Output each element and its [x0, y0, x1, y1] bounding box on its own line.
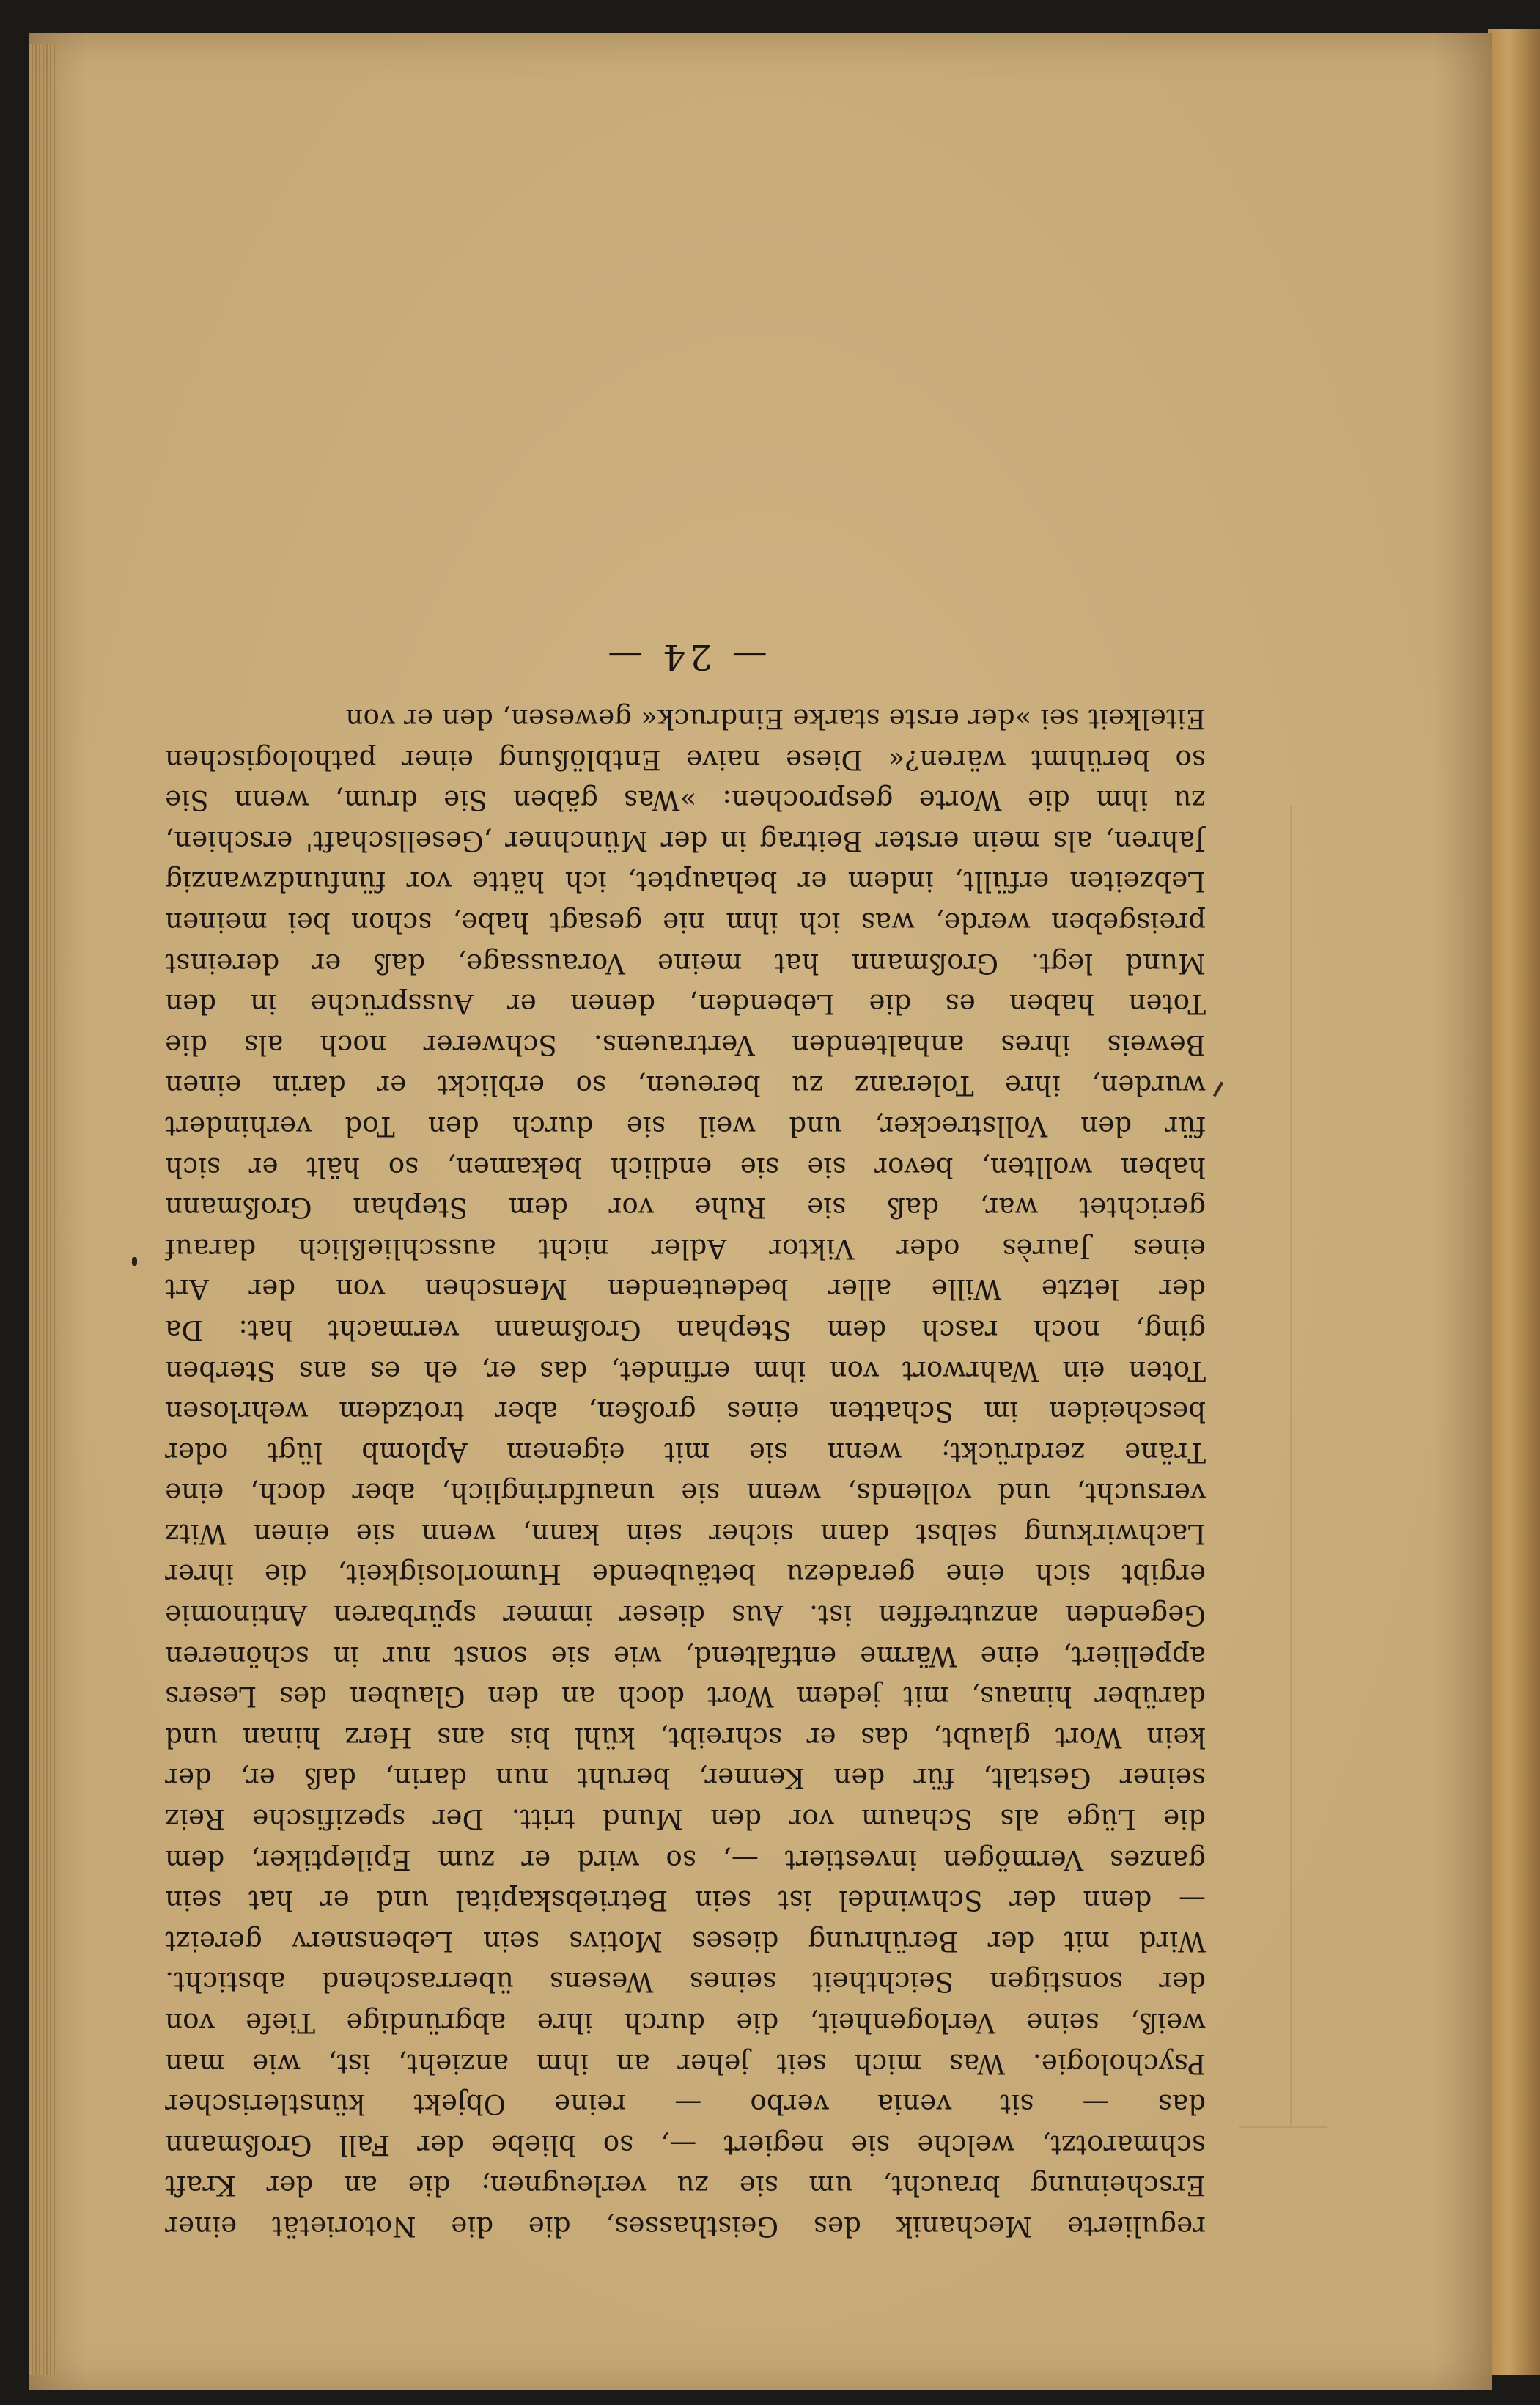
- text-line: Lachwirkung selbst dann sicher sein kann, wenn sie einen Witz: [165, 1517, 1206, 1550]
- text-line: gerichtet war, daß sie Ruhe vor dem Stephan Großmann: [165, 1192, 1206, 1224]
- text-line: so berühmt wären?« Diese naive Entblößung einer pathologischen: [165, 743, 1206, 776]
- book-edge: [1488, 29, 1540, 2375]
- text-line: ging, noch rasch dem Stephan Großmann vermacht hat: Da: [165, 1314, 1206, 1346]
- text-line: versucht, und vollends, wenn sie unaufdringlich, aber doch, eine: [165, 1477, 1206, 1509]
- text-line: haben wollten, bevor sie sie endlich bekamen, so hält er sich: [165, 1151, 1206, 1183]
- text-line: kein Wort glaubt, das er schreibt, kühl bis ans Herz hinan und: [165, 1721, 1206, 1753]
- text-line: für den Vollstrecker, und weil sie durch den Tod verhindert: [165, 1110, 1206, 1142]
- show-through-mark: [1290, 806, 1322, 2126]
- text-line: Jahren, als mein erster Beitrag in der Münchner ‚Gesellschaft' erschien,: [165, 825, 1206, 857]
- text-line: wurden, ihre Toleranz zu bereuen, so erblickt er darin einen: [165, 1069, 1206, 1102]
- text-line: — denn der Schwindel ist sein Betriebskapital und er hat sein: [165, 1885, 1206, 1917]
- text-line: die Lüge als Schaum vor den Mund tritt. Der spezifische Reiz: [165, 1803, 1206, 1835]
- body-text-block: [165, 407, 1206, 2247]
- text-line: ganzes Vermögen investiert —, so wird er zum Epileptiker, dem: [165, 1844, 1206, 1876]
- text-line: seiner Gestalt, für den Kenner, beruht nun darin, daß er, der: [165, 1762, 1206, 1794]
- text-line: Toten ein Wahrwort von ihm erfindet, das er, eh es ans Sterben: [165, 1355, 1206, 1387]
- text-line: zu ihm die Worte gesprochen: »Was gäben Sie drum, wenn Sie: [165, 784, 1206, 817]
- text-line: der sonstigen Seichtheit seines Wesens überraschend absticht.: [165, 1966, 1206, 1998]
- page-number: — 24 —: [603, 636, 767, 678]
- text-line: weiß, seine Verlogenheit, die durch ihre abgründige Tiefe von: [165, 2007, 1206, 2039]
- text-line: Eitelkeit sei »der erste starke Eindruck« gewesen, den er von: [345, 703, 1206, 735]
- text-line: Gegenden anzutreffen ist. Aus dieser immer spürbaren Antinomie: [165, 1599, 1206, 1632]
- ink-speck: [132, 1257, 137, 1266]
- text-line: bescheiden im Schatten eines großen, aber trotzdem wehrlosen: [165, 1396, 1206, 1428]
- text-line: Beweis ihres anhaltenden Vertrauens. Schwerer noch als die: [165, 1028, 1206, 1061]
- text-line: schmarotzt, welche sie negiert —, so bliebe der Fall Großmann: [165, 2129, 1206, 2161]
- text-line: preisgeben werde, was ich ihm nie gesagt habe, schon bei meinen: [165, 907, 1206, 938]
- show-through-mark: [1239, 2126, 1327, 2143]
- text-line: Träne zerdrückt; wenn sie mit eigenem Aplomb lügt oder: [165, 1436, 1206, 1468]
- text-line: Mund legt. Großmann hat meine Voraussage, daß er dereinst: [165, 947, 1206, 979]
- text-line: Wird mit der Berührung dieses Motivs sein Lebensnerv gereizt: [165, 1925, 1206, 1957]
- text-line: darüber hinaus, mit jedem Wort doch an den Glauben des Lesers: [165, 1681, 1206, 1713]
- text-line: Erscheinung braucht, um sie zu verleugnen; die an der Kraft: [165, 2170, 1206, 2202]
- text-line: regulierte Mechanik des Geisthasses, die die Notorietät einer: [165, 2211, 1206, 2242]
- text-line: der letzte Wille aller bedeutenden Menschen von der Art: [165, 1273, 1206, 1305]
- text-lines: [165, 698, 1206, 2247]
- text-line: appelliert, eine Wärme entfaltend, wie sie sonst nur in schöneren: [165, 1640, 1206, 1672]
- text-line: Toten haben es die Lebenden, denen er Aussprüche in den: [165, 988, 1206, 1020]
- text-line: Lebzeiten erfüllt, indem er behauptet, ich hätte vor fünfundzwanzig: [165, 866, 1206, 898]
- text-line: ergibt sich eine geradezu betäubende Humorlosigkeit, die ihrer: [165, 1558, 1206, 1591]
- text-line: das — sit venia verbo — reine Objekt künstlerischer: [165, 2088, 1206, 2121]
- text-line: Psychologie. Was mich seit jeher an ihm anzieht, ist, wie man: [165, 2047, 1206, 2080]
- text-line: eines Jaurès oder Viktor Adler nicht ausschließlich darauf: [165, 1232, 1206, 1264]
- page-edges: [29, 44, 57, 2375]
